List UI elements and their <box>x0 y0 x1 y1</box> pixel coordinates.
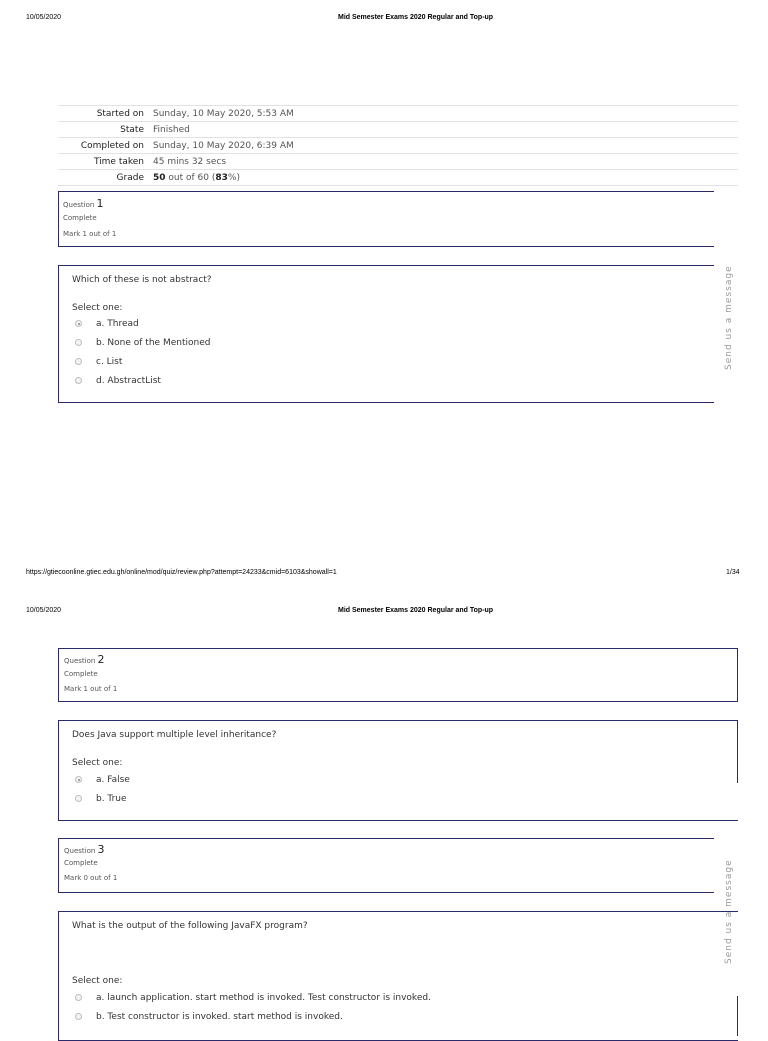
question-text: What is the output of the following JavaFX program? <box>72 921 308 931</box>
summary-label: Time taken <box>93 156 144 167</box>
select-one-label: Select one: <box>72 303 123 313</box>
question-mark: Mark 1 out of 1 <box>63 230 117 238</box>
attempt-summary <box>58 105 738 186</box>
question-status: Complete <box>64 670 98 678</box>
grade-percent: 83 <box>215 172 228 183</box>
radio-icon[interactable] <box>75 377 82 384</box>
answer-options <box>59 314 210 390</box>
summary-value: Sunday, 10 May 2020, 5:53 AM <box>153 108 294 119</box>
radio-icon[interactable] <box>75 339 82 346</box>
answer-option[interactable] <box>59 371 210 390</box>
radio-checked-icon[interactable] <box>75 776 82 783</box>
answer-option[interactable] <box>59 770 130 789</box>
summary-row-grade <box>58 169 738 186</box>
grade-score: 50 <box>153 172 166 183</box>
summary-value: 45 mins 32 secs <box>153 156 227 167</box>
radio-icon[interactable] <box>75 358 82 365</box>
summary-value: Sunday, 10 May 2020, 6:39 AM <box>153 140 294 151</box>
question-1-info <box>58 191 714 247</box>
question-status: Complete <box>63 214 97 222</box>
question-label: Question <box>64 657 96 665</box>
question-label: Question <box>64 847 96 855</box>
summary-label: Completed on <box>80 140 144 151</box>
option-label: b. Test constructor is invoked. start method is invoked. <box>96 1011 343 1022</box>
grade-suffix: %) <box>227 172 240 183</box>
radio-icon[interactable] <box>75 994 82 1001</box>
option-label: b. None of the Mentioned <box>96 337 211 348</box>
summary-label: State <box>120 124 144 135</box>
radio-icon[interactable] <box>75 1013 82 1020</box>
answer-option[interactable] <box>59 352 210 371</box>
option-label: d. AbstractList <box>96 375 161 386</box>
option-label: a. False <box>96 774 130 785</box>
question-2-info <box>58 648 738 702</box>
send-message-tab[interactable]: Send us a message <box>724 265 734 370</box>
summary-label: Started on <box>96 108 144 119</box>
summary-value: Finished <box>153 124 190 135</box>
answer-option[interactable] <box>59 789 130 808</box>
grade-value <box>153 173 240 183</box>
summary-row-time <box>58 153 738 169</box>
print-url: https://gtiecoonline.gtiec.edu.gh/online/mod/quiz/review.php?attempt=24233&cmid=6103&showall=1 <box>26 569 337 576</box>
print-page-number: 1/34 <box>726 569 740 576</box>
summary-row-state <box>58 121 738 137</box>
summary-label: Grade <box>116 172 144 183</box>
question-mark: Mark 1 out of 1 <box>64 685 118 693</box>
question-text: Which of these is not abstract? <box>72 275 212 285</box>
option-label: c. List <box>96 356 123 367</box>
answer-option[interactable] <box>59 314 210 333</box>
select-one-label: Select one: <box>72 976 123 986</box>
question-1-content <box>58 265 714 403</box>
answer-options <box>59 770 130 808</box>
option-label: a. launch application. start method is invoked. Test constructor is invoked. <box>96 992 431 1003</box>
summary-row-completed <box>58 137 738 153</box>
print-title: Mid Semester Exams 2020 Regular and Top-up <box>338 14 494 21</box>
select-one-label: Select one: <box>72 758 123 768</box>
question-status: Complete <box>64 859 98 867</box>
question-number: 1 <box>96 197 104 210</box>
answer-option[interactable] <box>59 988 431 1007</box>
question-3-content <box>58 911 738 1041</box>
radio-checked-icon[interactable] <box>75 320 82 327</box>
option-label: b. True <box>96 793 127 804</box>
answer-option[interactable] <box>59 333 210 352</box>
answer-options <box>59 988 431 1026</box>
send-message-tab[interactable]: Send us a message <box>724 859 734 964</box>
print-date: 10/05/2020 <box>26 14 62 21</box>
question-number: 3 <box>97 843 105 856</box>
print-title: Mid Semester Exams 2020 Regular and Top-up <box>338 607 494 614</box>
question-number: 2 <box>97 653 105 666</box>
question-2-content <box>58 720 738 821</box>
radio-icon[interactable] <box>75 795 82 802</box>
question-3-info <box>58 838 714 893</box>
option-label: a. Thread <box>96 318 139 329</box>
question-label: Question <box>63 201 95 209</box>
grade-outof: out of 60 ( <box>165 172 216 183</box>
summary-row-started <box>58 105 738 121</box>
answer-option[interactable] <box>59 1007 431 1026</box>
question-mark: Mark 0 out of 1 <box>64 874 118 882</box>
print-date: 10/05/2020 <box>26 607 62 614</box>
question-text: Does Java support multiple level inheritance? <box>72 730 277 740</box>
